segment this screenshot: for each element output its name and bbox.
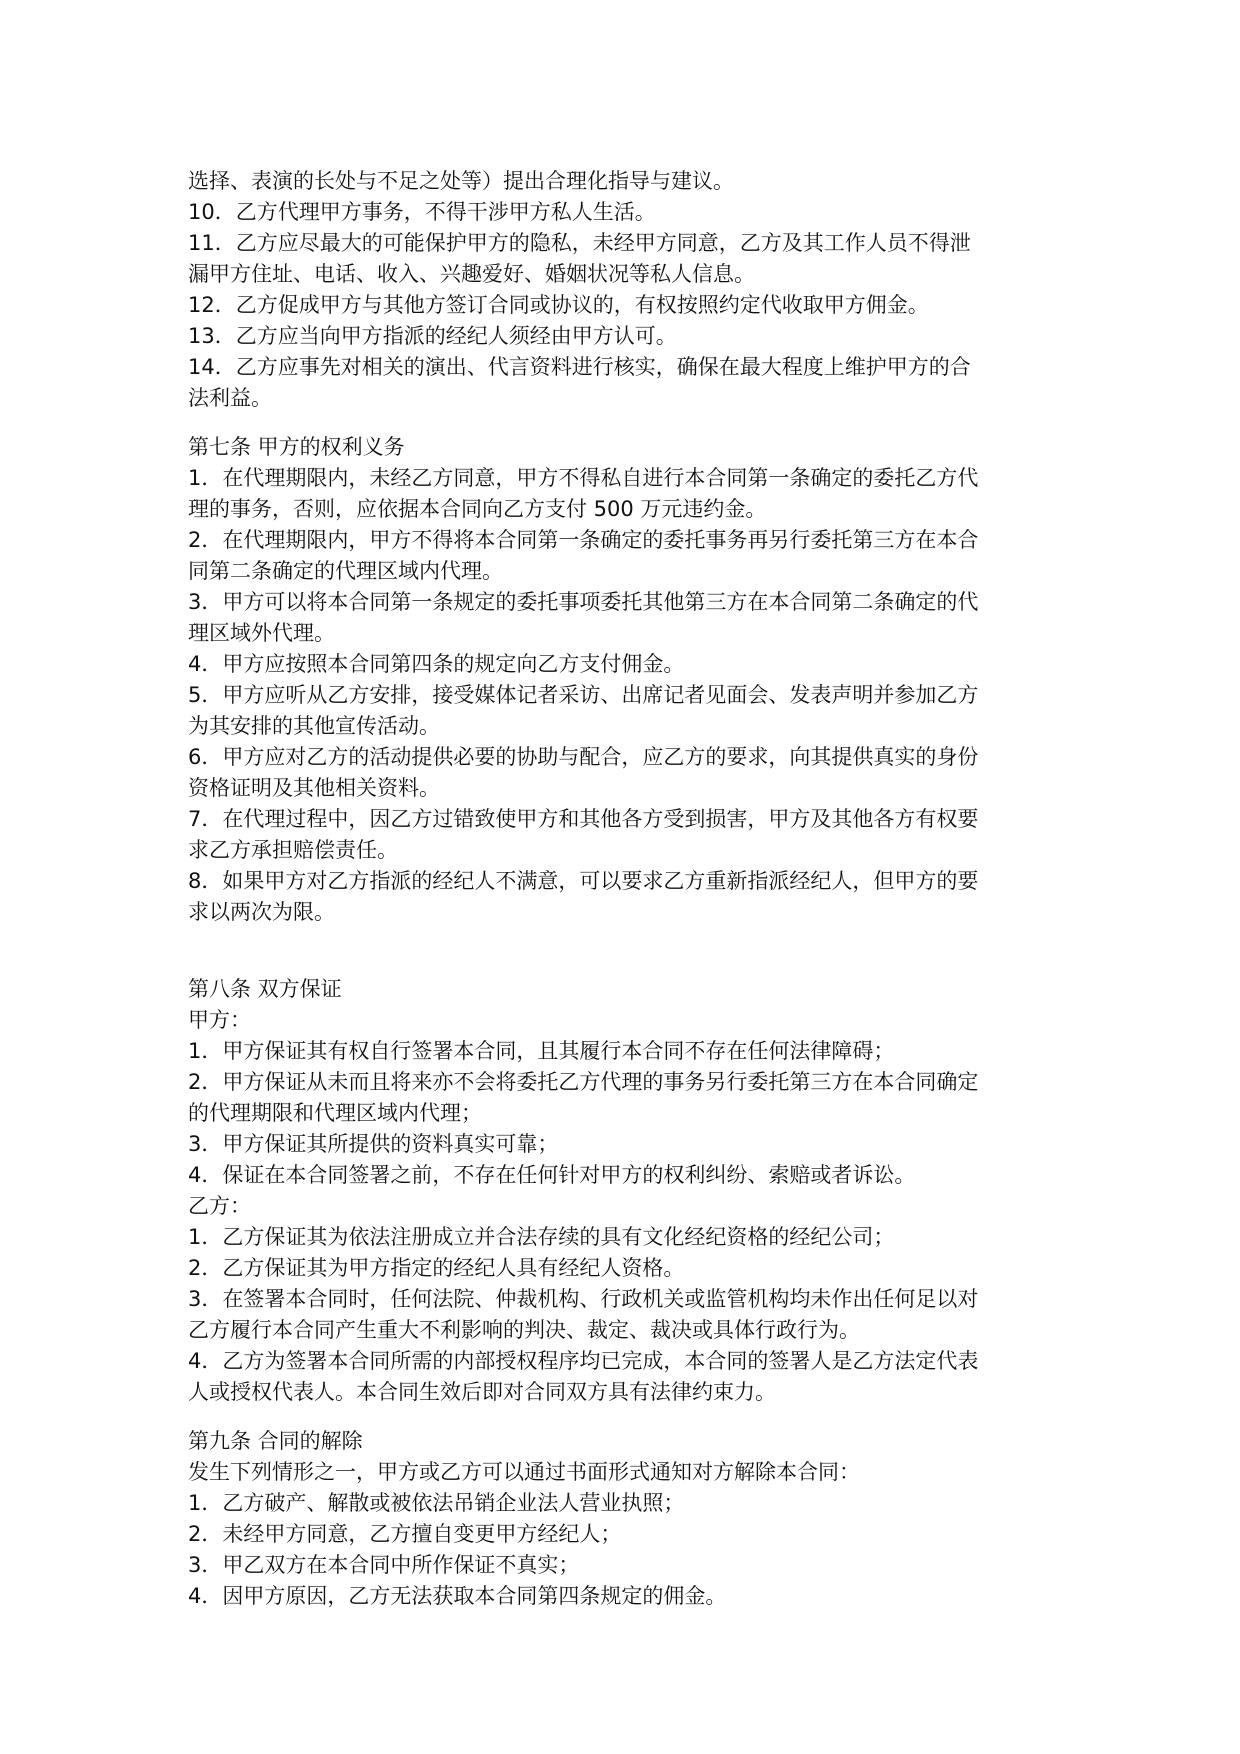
- text-line: 14．乙方应事先对相关的演出、代言资料进行核实，确保在最大程度上维护甲方的合: [188, 355, 971, 379]
- text-line: 发生下列情形之一，甲方或乙方可以通过书面形式通知对方解除本合同：: [188, 1460, 860, 1484]
- paragraph-gap: [188, 1408, 1068, 1426]
- text-line: 2．乙方保证其为甲方指定的经纪人具有经纪人资格。: [188, 1256, 685, 1280]
- paragraph-gap: [188, 414, 1068, 432]
- party-label: 乙方：: [188, 1194, 251, 1218]
- text-line: 1．乙方破产、解散或被依法吊销企业法人营业执照；: [188, 1491, 685, 1515]
- text-line: 12．乙方促成甲方与其他方签订合同或协议的，有权按照约定代收取甲方佣金。: [188, 293, 929, 317]
- party-label: 甲方：: [188, 1008, 251, 1032]
- text-line: 5．甲方应听从乙方安排，接受媒体记者采访、出席记者见面会、发表声明并参加乙方: [188, 683, 979, 707]
- text-line: 的代理期限和代理区域内代理；: [188, 1101, 482, 1125]
- text-line: 为其安排的其他宣传活动。: [188, 714, 440, 738]
- text-line: 4．甲方应按照本合同第四条的规定向乙方支付佣金。: [188, 652, 685, 676]
- text-line: 6．甲方应对乙方的活动提供必要的协助与配合，应乙方的要求，向其提供真实的身份: [188, 745, 979, 769]
- text-line: 乙方履行本合同产生重大不利影响的判决、裁定、裁决或具体行政行为。: [188, 1318, 860, 1342]
- text-line: 漏甲方住址、电话、收入、兴趣爱好、婚姻状况等私人信息。: [188, 262, 755, 286]
- text-line: 1．乙方保证其为依法注册成立并合法存续的具有文化经纪资格的经纪公司；: [188, 1225, 895, 1249]
- section-article-6-continued: [188, 166, 1068, 414]
- section-article-7: [188, 432, 1068, 928]
- text-line: 4．乙方为签署本合同所需的内部授权程序均已完成，本合同的签署人是乙方法定代表: [188, 1349, 979, 1373]
- section-heading: 第九条 合同的解除: [188, 1429, 363, 1453]
- text-line: 3．甲方可以将本合同第一条规定的委托事项委托其他第三方在本合同第二条确定的代: [188, 590, 979, 614]
- text-line: 3．在签署本合同时，任何法院、仲裁机构、行政机关或监管机构均未作出任何足以对: [188, 1287, 979, 1311]
- text-line: 8．如果甲方对乙方指派的经纪人不满意，可以要求乙方重新指派经纪人，但甲方的要: [188, 869, 979, 893]
- section-heading: 第七条 甲方的权利义务: [188, 435, 405, 459]
- text-line: 1．甲方保证其有权自行签署本合同，且其履行本合同不存在任何法律障碍；: [188, 1039, 895, 1063]
- text-line: 10．乙方代理甲方事务，不得干涉甲方私人生活。: [188, 200, 656, 224]
- text-line: 2．未经甲方同意，乙方擅自变更甲方经纪人；: [188, 1522, 622, 1546]
- text-line: 11．乙方应尽最大的可能保护甲方的隐私，未经甲方同意，乙方及其工作人员不得泄: [188, 231, 971, 255]
- paragraph-gap: [188, 928, 1068, 974]
- text-line: 求乙方承担赔偿责任。: [188, 838, 398, 862]
- text-line: 2．在代理期限内，甲方不得将本合同第一条确定的委托事务再另行委托第三方在本合: [188, 528, 979, 552]
- text-line: 4．保证在本合同签署之前，不存在任何针对甲方的权利纠纷、索赔或者诉讼。: [188, 1163, 916, 1187]
- text-line: 法利益。: [188, 386, 272, 410]
- document-page: [188, 166, 1068, 1612]
- text-line: 3．甲乙双方在本合同中所作保证不真实；: [188, 1553, 580, 1577]
- text-line: 同第二条确定的代理区域内代理。: [188, 559, 503, 583]
- section-heading: 第八条 双方保证: [188, 977, 342, 1001]
- text-line: 13．乙方应当向甲方指派的经纪人须经由甲方认可。: [188, 324, 677, 348]
- text-line: 理的事务，否则，应依据本合同向乙方支付 500 万元违约金。: [188, 497, 767, 521]
- text-line: 求以两次为限。: [188, 900, 335, 924]
- text-line: 1．在代理期限内，未经乙方同意，甲方不得私自进行本合同第一条确定的委托乙方代: [188, 466, 979, 490]
- text-line: 7．在代理过程中，因乙方过错致使甲方和其他各方受到损害，甲方及其他各方有权要: [188, 807, 979, 831]
- text-line: 资格证明及其他相关资料。: [188, 776, 440, 800]
- text-line: 人或授权代表人。本合同生效后即对合同双方具有法律约束力。: [188, 1380, 776, 1404]
- text-line: 3．甲方保证其所提供的资料真实可靠；: [188, 1132, 559, 1156]
- text-line: 选择、表演的长处与不足之处等）提出合理化指导与建议。: [188, 169, 734, 193]
- section-article-9: [188, 1426, 1068, 1612]
- text-line: 2．甲方保证从未而且将来亦不会将委托乙方代理的事务另行委托第三方在本合同确定: [188, 1070, 979, 1094]
- text-line: 4．因甲方原因，乙方无法获取本合同第四条规定的佣金。: [188, 1584, 727, 1608]
- text-line: 理区域外代理。: [188, 621, 335, 645]
- section-article-8: [188, 974, 1068, 1408]
